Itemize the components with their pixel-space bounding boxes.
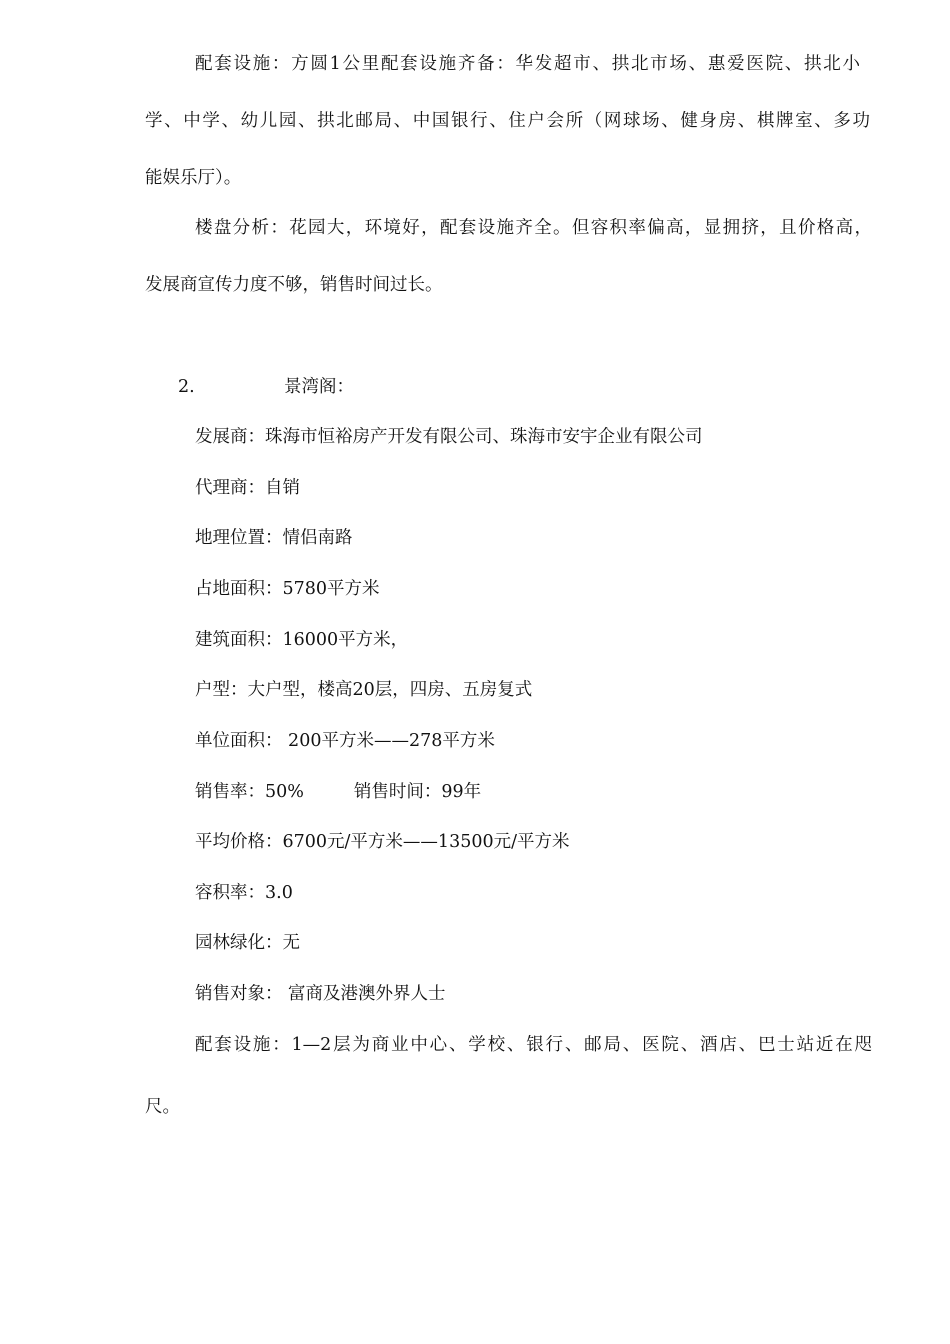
sales-rate-line [195, 780, 481, 804]
sales-time: 销售时间：99年 [353, 782, 482, 802]
greening-line: 园林绿化：无 [195, 933, 300, 953]
analysis-paragraph-line-2: 发展商宣传力度不够，销售时间过长。 [145, 275, 443, 295]
section-title: 景湾阁： [284, 377, 354, 397]
analysis-paragraph-line-1: 楼盘分析：花园大，环境好，配套设施齐全。但容积率偏高，显拥挤，且价格高， [195, 218, 872, 238]
unit-type-line: 户型：大户型，楼高20层，四房、五房复式 [195, 680, 533, 700]
land-area-line: 占地面积：5780平方米 [195, 579, 380, 599]
unit-area-line: 单位面积： 200平方米——278平方米 [195, 731, 495, 751]
facilities-paragraph-line-2: 学、中学、幼儿园、拱北邮局、中国银行、住户会所（网球场、健身房、棋牌室、多功 [145, 111, 870, 131]
facilities2-paragraph-line-2: 尺。 [145, 1097, 180, 1117]
section-number: 2. [178, 377, 195, 397]
building-area-line: 建筑面积：16000平方米， [195, 630, 409, 650]
average-price-line: 平均价格：6700元/平方米——13500元/平方米 [195, 832, 570, 852]
facilities2-paragraph-line-1: 配套设施：1—2层为商业中心、学校、银行、邮局、医院、酒店、巴士站近在咫 [195, 1035, 872, 1055]
sales-target-line: 销售对象： 富商及港澳外界人士 [195, 984, 446, 1004]
facilities-paragraph-line-1: 配套设施：方圆1公里配套设施齐备：华发超市、拱北市场、惠爱医院、拱北小 [195, 54, 860, 74]
agent-line: 代理商：自销 [195, 478, 300, 498]
sales-rate: 销售率：50% [195, 782, 304, 802]
developer-line: 发展商：珠海市恒裕房产开发有限公司、珠海市安宇企业有限公司 [195, 427, 703, 447]
facilities-paragraph-line-3: 能娱乐厅）。 [145, 168, 242, 188]
location-line: 地理位置：情侣南路 [195, 528, 353, 548]
plot-ratio-line: 容积率：3.0 [195, 883, 293, 903]
